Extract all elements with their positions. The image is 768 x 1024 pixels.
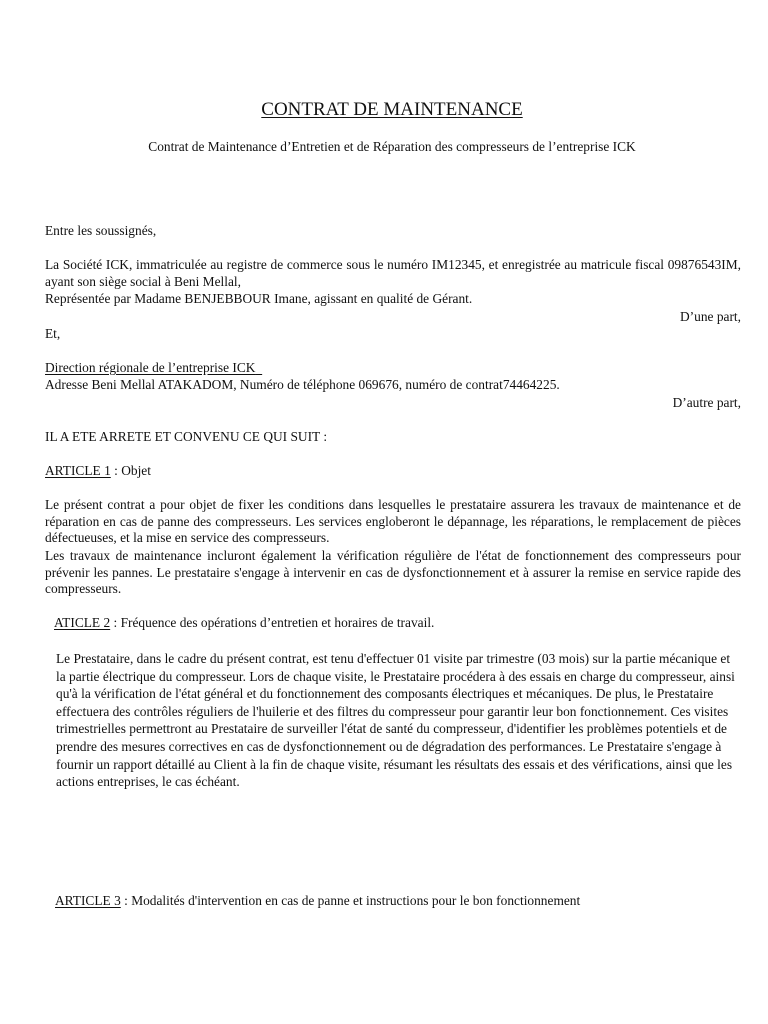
article2-para: Le Prestataire, dans le cadre du présent contrat, est tenu d'effectuer 01 visite par trimestre (03 mois) sur la partie mécanique et la partie électrique du compresseur. Lors de chaque visite, le Prestataire procédera à des essais en charge du compresseur, ainsi qu'à la vérification de l'état général et du fonctionnement des composants électriques et mécaniques. De plus, le Prestataire effectuera des contrôles réguliers de l'huilerie et des filtres du compresseur pour garantir leur bon fonctionnement. Ces visites trimestrielles permettront au Prestataire de surveiller l'état de santé du compresseur, d'identifier les problèmes potentiels et de prendre des mesures correctives en cas de dysfonctionnement ou de dégradation des performances. Le Prestataire s'engage à fournir un rapport détaillé au Client à la fin de chaque visite, résumant les résultats des essais et des vérifications, ainsi que les actions entreprises, le cas échéant. [56,651,735,790]
parties-intro: Entre les soussignés, [45,223,157,238]
party2-name [45,360,741,377]
article1-para1: Le présent contrat a pour objet de fixer les conditions dans lesquelles le prestataire assurera les travaux de maintenance et de réparation en cas de panne des compresseurs. Les services engloberont le dépannage, les réparations, le remplacement de pièces défectueuses, et la mise en service des compresseurs. [45,497,741,545]
article1-para2: Les travaux de maintenance incluront également la vérification régulière de l'état de fonctionnement des compresseurs pour prévenir les pannes. Le prestataire s'engage à intervenir en cas de dysfonctionnement et à assurer la remise en service rapide des compresseurs. [45,548,741,596]
document-title: CONTRAT DE MAINTENANCE [261,99,523,120]
article1-label: ARTICLE 1 [45,463,111,478]
article2-title: : Fréquence des opérations d’entretien et horaires de travail. [110,615,435,630]
party2-end: D’autre part, [672,395,741,410]
article2-heading [54,615,744,632]
party2-address: Adresse Beni Mellal ATAKADOM, Numéro de téléphone 069676, numéro de contrat74464225. [45,377,560,392]
document-subtitle: Contrat de Maintenance d’Entretien et de Réparation des compresseurs de l’entreprise ICK [148,139,636,154]
article3-title: : Modalités d'intervention en cas de panne et instructions pour le bon fonctionnement [120,893,581,908]
party2-name-underline-tail [255,360,262,375]
parties-and: Et, [45,326,61,341]
agreed-heading: IL A ETE ARRETE ET CONVENU CE QUI SUIT : [45,429,328,444]
article2-label: ATICLE 2 [54,615,111,630]
party1-end: D’une part, [680,309,741,324]
article3-heading [55,893,745,910]
party1-text: La Société ICK, immatriculée au registre de commerce sous le numéro IM12345, et enregistrée au matricule fiscal 09876543IM, ayant son siège social à Beni Mellal, [45,257,741,289]
party2-name-text: Direction régionale de l’entreprise ICK [45,360,256,375]
article1-heading [45,463,741,480]
article3-label: ARTICLE 3 [55,893,121,908]
article1-title: : Objet [110,463,151,478]
party1-representative: Représentée par Madame BENJEBBOUR Imane, agissant en qualité de Gérant. [45,291,473,306]
